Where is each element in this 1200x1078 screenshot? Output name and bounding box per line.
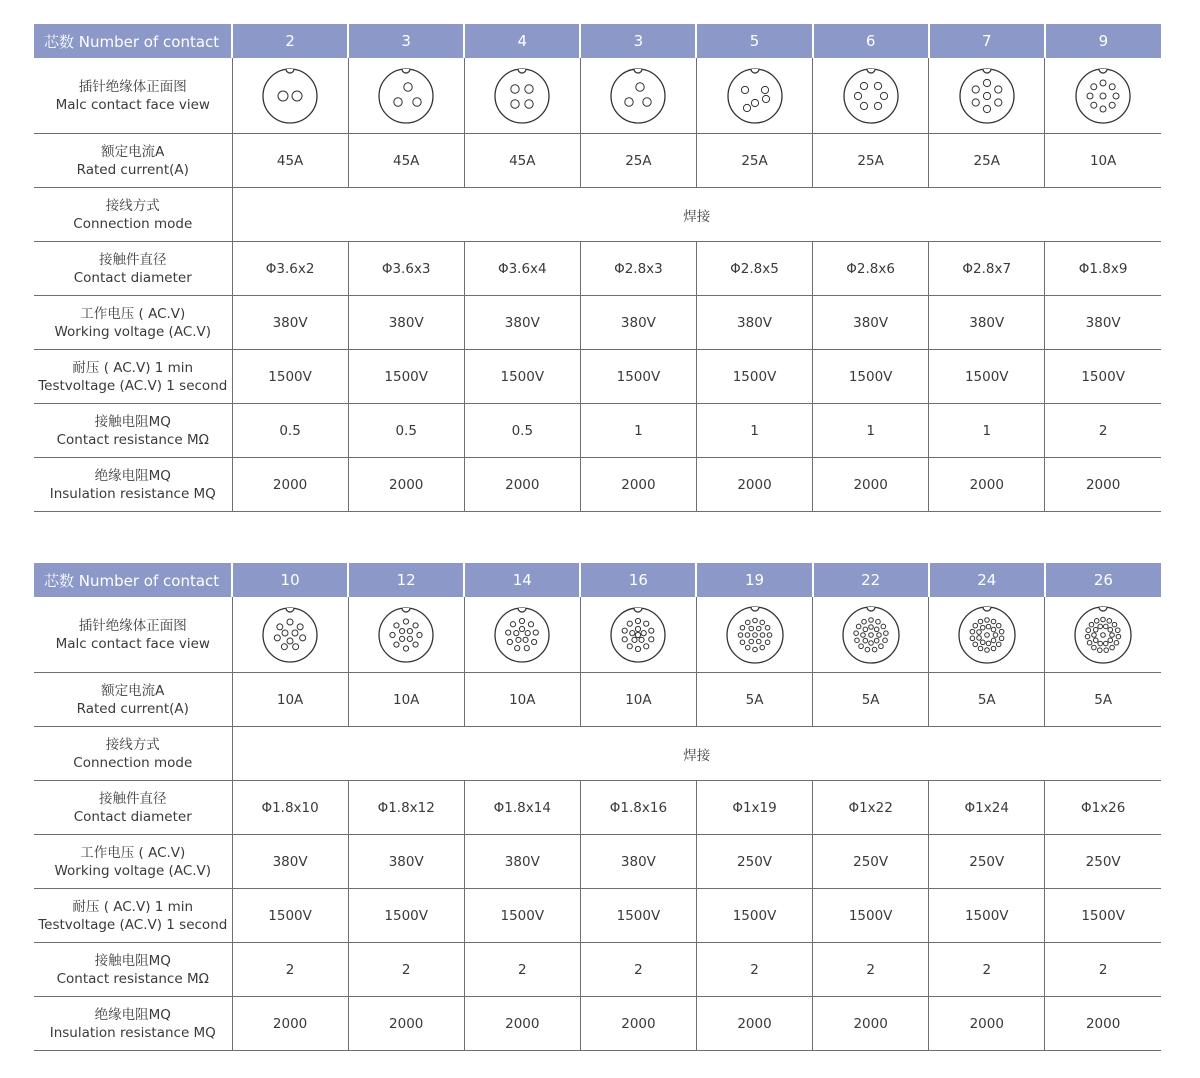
face-view-cell [929,597,1045,673]
value-cell: Φ1x24 [929,781,1045,835]
face-view-cell [580,597,696,673]
connection-mode-row [34,727,1161,781]
value-cell: 0.5 [348,404,464,458]
value-cell: 25A [696,134,812,188]
value-cell: 2000 [813,997,929,1051]
contact-resistance-label: 接触电阻MQ Contact resistance MΩ [34,943,232,997]
face-view-cell [1045,58,1161,134]
value-cell: Φ1.8x14 [464,781,580,835]
value-cell: 2 [464,943,580,997]
connector-face-icon [374,64,438,128]
value-cell: 2 [1045,943,1161,997]
contact-diameter-row [34,242,1161,296]
value-cell: 2 [813,943,929,997]
value-cell: 380V [580,296,696,350]
value-cell: Φ1x26 [1045,781,1161,835]
insulation-resistance-label: 绝缘电阻MQ Insulation resistance MQ [34,997,232,1051]
connector-face-icon [490,64,554,128]
value-cell: 250V [813,835,929,889]
contact-count: 9 [1045,24,1161,58]
contact-count: 16 [580,563,696,597]
value-cell: 380V [348,835,464,889]
value-cell: 1500V [464,350,580,404]
value-cell: 1500V [929,350,1045,404]
value-cell: 1500V [232,350,348,404]
value-cell: 2 [696,943,812,997]
connector-face-icon [839,603,903,667]
value-cell: 2000 [348,997,464,1051]
value-cell: 1500V [813,350,929,404]
value-cell: 1500V [696,350,812,404]
connector-face-icon [1071,64,1135,128]
contact-count: 12 [348,563,464,597]
value-cell: 250V [929,835,1045,889]
value-cell: 1500V [580,889,696,943]
value-cell: 5A [1045,673,1161,727]
rated-current-label: 额定电流A Rated current(A) [34,134,232,188]
value-cell: 1 [813,404,929,458]
value-cell: 5A [696,673,812,727]
value-cell: 2000 [696,997,812,1051]
value-cell: 0.5 [232,404,348,458]
connection-mode-label: 接线方式 Connection mode [34,727,232,781]
value-cell: 45A [348,134,464,188]
value-cell: Φ1x22 [813,781,929,835]
value-cell: 45A [232,134,348,188]
value-cell: 2000 [464,458,580,512]
connection-mode-label: 接线方式 Connection mode [34,188,232,242]
working-voltage-row [34,835,1161,889]
connector-face-icon [955,603,1019,667]
value-cell: 1 [696,404,812,458]
header-row [34,563,1161,597]
value-cell: 45A [464,134,580,188]
value-cell: 380V [696,296,812,350]
contact-count: 3 [348,24,464,58]
rated-current-row [34,673,1161,727]
contact-diameter-row [34,781,1161,835]
value-cell: Φ1.8x10 [232,781,348,835]
face-view-cell [464,597,580,673]
value-cell: 2000 [1045,458,1161,512]
contact-count: 6 [813,24,929,58]
value-cell: 380V [232,835,348,889]
contact-diameter-label: 接触件直径 Contact diameter [34,781,232,835]
value-cell: 2000 [929,458,1045,512]
value-cell: 380V [464,296,580,350]
value-cell: 1500V [813,889,929,943]
value-cell: 0.5 [464,404,580,458]
value-cell: 1500V [580,350,696,404]
value-cell: 5A [929,673,1045,727]
face-view-cell [813,597,929,673]
value-cell: Φ1x19 [696,781,812,835]
contact-diameter-label: 接触件直径 Contact diameter [34,242,232,296]
face-view-cell [348,597,464,673]
face-view-label: 插针绝缘体正面图 Malc contact face view [34,58,232,134]
value-cell: 1500V [1045,889,1161,943]
value-cell: Φ2.8x3 [580,242,696,296]
value-cell: 2000 [232,458,348,512]
value-cell: 2000 [580,997,696,1051]
face-view-cell [232,58,348,134]
contact-count: 14 [464,563,580,597]
connector-face-icon [1071,603,1135,667]
value-cell: 2000 [696,458,812,512]
header-row [34,24,1161,58]
value-cell: 250V [696,835,812,889]
connection-mode-row [34,188,1161,242]
contact-count: 26 [1045,563,1161,597]
value-cell: 1500V [348,889,464,943]
value-cell: 2000 [929,997,1045,1051]
value-cell: Φ1.8x9 [1045,242,1161,296]
value-cell: 380V [580,835,696,889]
face-view-row [34,58,1161,134]
connector-face-icon [723,64,787,128]
value-cell: 10A [232,673,348,727]
value-cell: 2000 [232,997,348,1051]
connector-face-icon [955,64,1019,128]
face-view-label: 插针绝缘体正面图 Malc contact face view [34,597,232,673]
connector-face-icon [606,64,670,128]
working-voltage-label: 工作电压 ( AC.V) Working voltage (AC.V) [34,835,232,889]
value-cell: 1500V [696,889,812,943]
face-view-cell [1045,597,1161,673]
rated-current-row [34,134,1161,188]
value-cell: 1500V [929,889,1045,943]
spec-table-1 [34,24,1161,512]
insulation-resistance-row [34,997,1161,1051]
working-voltage-row [34,296,1161,350]
value-cell: 2000 [464,997,580,1051]
value-cell: Φ3.6x4 [464,242,580,296]
face-view-cell [232,597,348,673]
insulation-resistance-label: 绝缘电阻MQ Insulation resistance MQ [34,458,232,512]
value-cell: 1500V [348,350,464,404]
contact-count: 3 [580,24,696,58]
face-view-cell [696,58,812,134]
face-view-cell [696,597,812,673]
contact-count: 19 [696,563,812,597]
face-view-cell [580,58,696,134]
test-voltage-label: 耐压 ( AC.V) 1 min Testvoltage (AC.V) 1 second [34,350,232,404]
value-cell: 2 [348,943,464,997]
value-cell: 1500V [232,889,348,943]
test-voltage-row [34,350,1161,404]
value-cell: 2 [1045,404,1161,458]
connector-face-icon [258,64,322,128]
insulation-resistance-row [34,458,1161,512]
contact-resistance-label: 接触电阻MQ Contact resistance MΩ [34,404,232,458]
value-cell: Φ2.8x7 [929,242,1045,296]
value-cell: 1500V [464,889,580,943]
value-cell: 10A [464,673,580,727]
value-cell: 10A [1045,134,1161,188]
value-cell: 250V [1045,835,1161,889]
value-cell: Φ2.8x5 [696,242,812,296]
value-cell: 2 [580,943,696,997]
value-cell: 2 [929,943,1045,997]
value-cell: 2000 [580,458,696,512]
face-view-row [34,597,1161,673]
contact-resistance-row [34,943,1161,997]
value-cell: Φ2.8x6 [813,242,929,296]
connector-face-icon [258,603,322,667]
contact-resistance-row [34,404,1161,458]
value-cell: Φ1.8x16 [580,781,696,835]
value-cell: 2000 [348,458,464,512]
value-cell: 380V [464,835,580,889]
connector-face-icon [839,64,903,128]
value-cell: 2 [232,943,348,997]
contact-count: 5 [696,24,812,58]
connector-face-icon [374,603,438,667]
value-cell: Φ1.8x12 [348,781,464,835]
value-cell: 1 [580,404,696,458]
value-cell: 380V [232,296,348,350]
rated-current-label: 额定电流A Rated current(A) [34,673,232,727]
face-view-cell [464,58,580,134]
connector-face-icon [490,603,554,667]
face-view-cell [929,58,1045,134]
value-cell: 25A [580,134,696,188]
value-cell: Φ3.6x2 [232,242,348,296]
face-view-cell [813,58,929,134]
value-cell: 380V [348,296,464,350]
connection-mode-value: 焊接 [232,188,1161,242]
value-cell: 25A [813,134,929,188]
test-voltage-row [34,889,1161,943]
value-cell: 1 [929,404,1045,458]
working-voltage-label: 工作电压 ( AC.V) Working voltage (AC.V) [34,296,232,350]
value-cell: 380V [813,296,929,350]
test-voltage-label: 耐压 ( AC.V) 1 min Testvoltage (AC.V) 1 second [34,889,232,943]
face-view-cell [348,58,464,134]
spec-table-2 [34,563,1161,1051]
value-cell: 5A [813,673,929,727]
contact-count: 10 [232,563,348,597]
value-cell: 2000 [813,458,929,512]
contact-count: 24 [929,563,1045,597]
contact-count: 2 [232,24,348,58]
value-cell: 2000 [1045,997,1161,1051]
value-cell: 25A [929,134,1045,188]
contact-count: 7 [929,24,1045,58]
contact-count: 22 [813,563,929,597]
value-cell: 1500V [1045,350,1161,404]
connection-mode-value: 焊接 [232,727,1161,781]
value-cell: 380V [1045,296,1161,350]
value-cell: 10A [580,673,696,727]
number-of-contact-label: 芯数 Number of contact [34,24,232,58]
number-of-contact-label: 芯数 Number of contact [34,563,232,597]
contact-count: 4 [464,24,580,58]
value-cell: 380V [929,296,1045,350]
connector-face-icon [606,603,670,667]
connector-face-icon [723,603,787,667]
value-cell: 10A [348,673,464,727]
value-cell: Φ3.6x3 [348,242,464,296]
